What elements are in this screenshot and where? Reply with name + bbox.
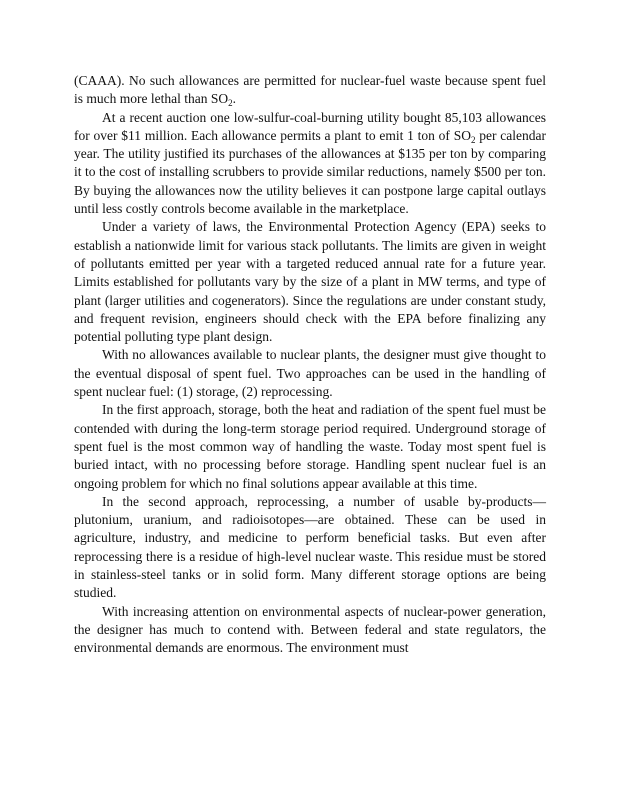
subscript: 2 — [228, 98, 233, 109]
text-run: per calendar year. The utility justified its purchases of the allowances at $135 per ton by comparing it to the cost of installing scrubbers to provide similar reductions, namely $500 per ton. By buying the allowances now the utility believes it can postpone large capital outlays until less costly controls become available in the marketplace. — [74, 127, 546, 217]
paragraph-epa-limits — [74, 218, 546, 346]
subscript: 2 — [470, 134, 476, 145]
text-run: Under a variety of laws, the Environmental Protection Agency (EPA) seeks to establish a nationwide limit for various stack pollutants. The limits are given in weight of pollutants emitted per year with a targeted reduced annual rate for a future year. Limits established for pollutants vary by the size of a plant in MW terms, and type of plant (larger utilities and cogenerators). Since the regulations are under constant study, and frequent revision, engineers should check with the EPA before finalizing any potential polluting type plant design. — [74, 219, 546, 345]
paragraph-spent-fuel-approaches — [74, 346, 546, 401]
text-run: In the first approach, storage, both the heat and radiation of the spent fuel must be contended with during the long-term storage period required. Underground storage of spent fuel is the most common way of handling the waste. Today most spent fuel is buried intact, with no processing before storage. Handling spent nuclear fuel is an ongoing problem for which no final solutions appear available at this time. — [74, 402, 546, 491]
text-run: In the second approach, reprocessing, a number of usable by-products—plutonium, uranium, and radioisotopes—are obtained. These can be used in agriculture, industry, and medicine to perform beneficial tasks. But even after reprocessing there is a residue of high-level nuclear waste. This residue must be stored in stainless-steel tanks or in solid form. Many different storage options are being studied. — [74, 493, 546, 601]
paragraph-environmental-demands — [74, 603, 546, 658]
text-run: . — [232, 91, 236, 107]
text-run: At a recent auction one low-sulfur-coal-burning utility bought 85,103 allowances for over $11 million. Each allowance permits a plant to emit 1 ton of SO — [74, 109, 546, 143]
paragraph-auction — [74, 109, 546, 219]
text-run: With increasing attention on environmental aspects of nuclear-power generation, the designer has much to contend with. Between federal and state regulators, the environmental demands are enormous. The environment must — [74, 603, 546, 656]
text-run: (CAAA). No such allowances are permitted for nuclear-fuel waste because spent fuel is much more lethal than SO — [74, 73, 546, 107]
document-page — [74, 72, 546, 658]
paragraph-caaa-continuation — [74, 72, 546, 109]
text-run: With no allowances available to nuclear plants, the designer must give thought to the eventual disposal of spent fuel. Two approaches can be used in the handling of spent nuclear fuel: (1) storage, (2) reprocessing. — [74, 347, 546, 400]
paragraph-storage — [74, 401, 546, 492]
paragraph-reprocessing — [74, 493, 546, 603]
